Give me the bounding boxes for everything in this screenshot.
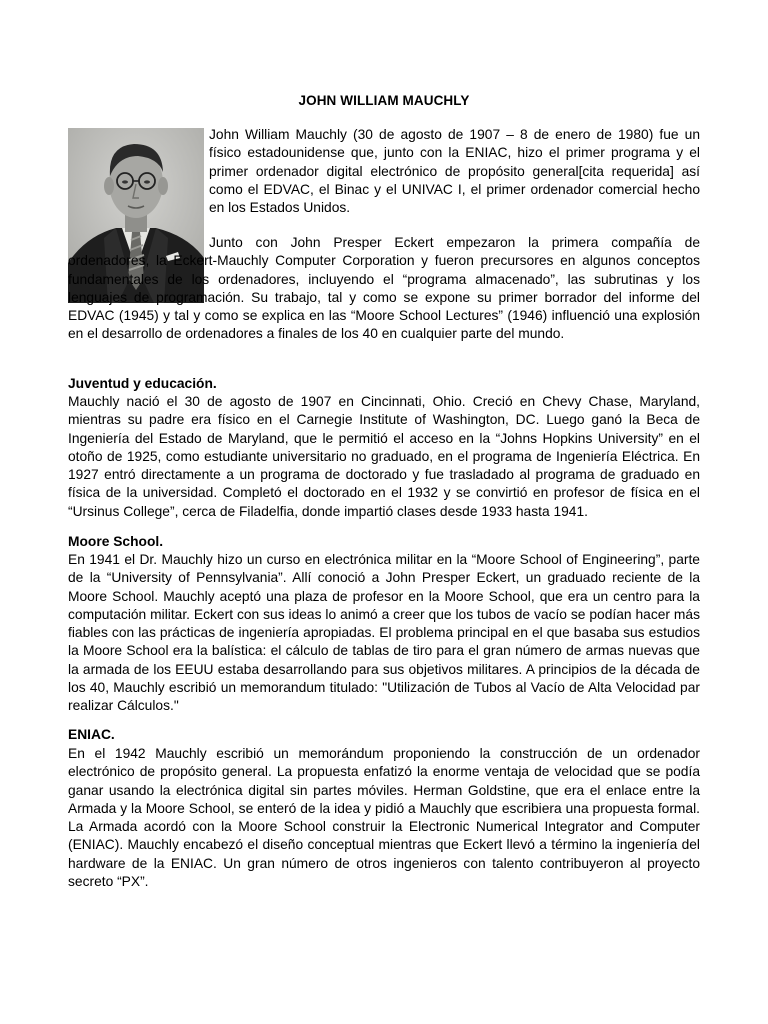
section-heading-youth: Juventud y educación. [68,376,217,391]
section-body-moore-school: En 1941 el Dr. Mauchly hizo un curso en electrónica militar en la “Moore School of Engineering”, parte de la “University of Pennsylvania”. Allí conoció a John Presper Eckert, un graduado reciente de la Moore School. Mauchly aceptó una plaza de profesor en la Moore School, que era un centro para la computación militar. Eckert con sus ideas lo animó a creer que los tubos de vacío se podían hacer más fiables con las prácticas de ingeniería apropiadas. El problema principal en el que basaba sus estudios la Moore School era la balística: el cálculo de tablas de tiro para el gran número de armas nuevas que la armada de los EEUU estaba desarrollando para sus objetivos militares. A principios de la década de los 40, Mauchly escribió un memorandum titulado: "Utilización de Tubos al Vacío de Alta Velocidad par realizar Cálculos." [68,552,700,714]
intro-paragraph-1: John William Mauchly (30 de agosto de 1907 – 8 de enero de 1980) fue un físico estadounidense que, junto con la ENIAC, hizo el primer programa y el primer ordenador digital electrónico de propósito general[cita requerida] así como el EDVAC, el Binac y el UNIVAC I, el primer ordenador comercial hecho en los Estados Unidos. [209,127,700,216]
section-body-youth: Mauchly nació el 30 de agosto de 1907 en Cincinnati, Ohio. Creció en Chevy Chase, Maryland, mientras su padre era físico en el Carnegie Institute of Washington, DC. Luego ganó la Beca de Ingeniería del Estado de Maryland, que le permitió el acceso en la “Johns Hopkins University” en el otoño de 1925, como estudiante universitario no graduado, en el programa de Ingeniería Eléctrica. En 1927 entró directamente a un programa de doctorado y fue trasladado al programa de graduado en física de la universidad. Completó el doctorado en el 1932 y se convirtió en profesor de física en el “Ursinus College”, cerca de Filadelfia, donde impartió clases desde 1933 hasta 1941. [68,394,700,519]
section-body-eniac: En el 1942 Mauchly escribió un memorándum proponiendo la construcción de un ordenador electrónico de propósito general. La propuesta enfatizó la enorme ventaja de velocidad que se podía ganar usando la electrónica digital sin partes móviles. Herman Goldstine, que era el enlace entre la Armada y la Moore School, se enteró de la idea y pidió a Mauchly que escribiera una propuesta formal. La Armada acordó con la Moore School construir la Electronic Numerical Integrator and Computer (ENIAC). Mauchly encabezó el diseño conceptual mientras que Eckert llevó a término la ingeniería del hardware de la ENIAC. Un gran número de otros ingenieros con talento contribuyeron al proyecto secreto “PX”. [68,746,700,890]
section-heading-moore-school: Moore School. [68,534,164,549]
intro-paragraph-2: Junto con John Presper Eckert empezaron la primera compañía de ordenadores, la Eckert-Mauchly Computer Corporation y fueron precursores en algunos conceptos fundamentales de los ordenadores, incluyendo el “programa almacenado”, las subrutinas y los lenguajes de programación. Su trabajo, tal y como se expone su primer borrador del informe del EDVAC (1945) y tal y como se explica en las “Moore School Lectures” (1946) influenció una explosión en el desarrollo de ordenadores a finales de los 40 en cualquier parte del mundo. [68,235,700,342]
document-title: JOHN WILLIAM MAUCHLY [298,93,470,108]
section-heading-eniac: ENIAC. [68,727,115,742]
